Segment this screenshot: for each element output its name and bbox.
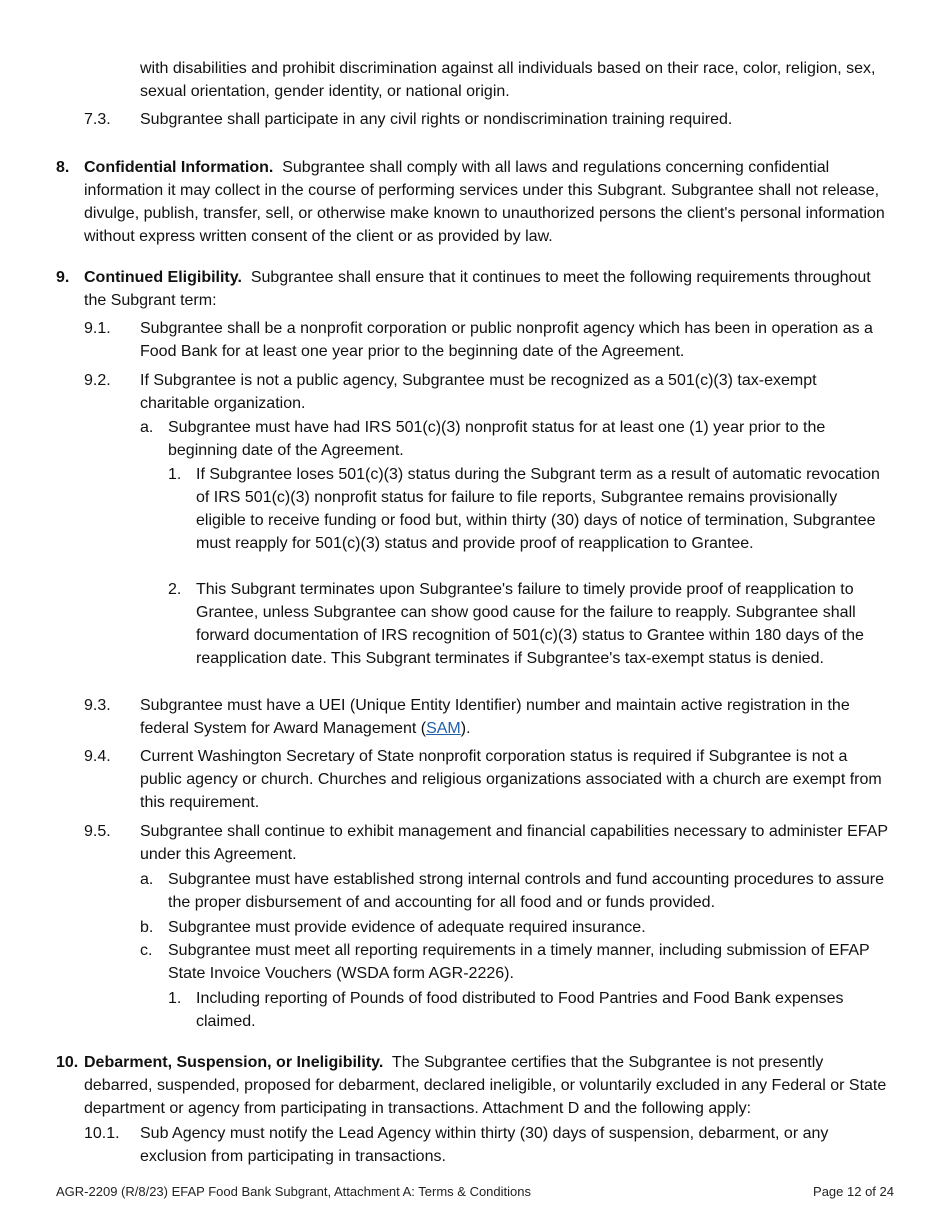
footer-page-number: Page 12 of 24 [813, 1184, 894, 1199]
section-9-4-text: Current Washington Secretary of State nonprofit corporation status is required if Subgrantee is not a public agency or church. Churches and religious organizations associated with a church are exempt from this requirement. [140, 748, 882, 811]
item-9-2-a-2-text: This Subgrant terminates upon Subgrantee's failure to timely provide proof of reapplication to Grantee, unless Subgrantee can show good cause for the failure to reapply. Subgrantee shall forward documentation of IRS recognition of 501(c)(3) status to Grantee within 180 days of the reapplication date. This Subgrant terminates if Subgrantee's tax-exempt status is denied. [196, 581, 864, 667]
section-9-1-number: 9.1. [84, 320, 111, 337]
item-9-5-c-marker: c. [140, 942, 153, 959]
item-9-5-b-text: Subgrantee must provide evidence of adequate required insurance. [168, 919, 646, 936]
section-10-heading: Debarment, Suspension, or Ineligibility. [84, 1054, 384, 1071]
section-9-1-text: Subgrantee shall be a nonprofit corporation or public nonprofit agency which has been in operation as a Food Bank for at least one year prior to the beginning date of the Agreement. [140, 320, 873, 360]
section-8-text: Subgrantee shall comply with all laws and regulations concerning confidential information it may collect in the course of performing services under this Subgrant. Subgrantee shall not release, divulge, publish, transfer, sell, or otherwise make known to unauthorized persons the client's personal information without express written consent of the client or as provided by law. [84, 159, 885, 245]
item-9-5-a-text: Subgrantee must have established strong internal controls and fund accounting procedures to assure the proper disbursement of and accounting for all food and or funds provided. [168, 871, 884, 911]
section-9-5-number: 9.5. [84, 823, 111, 840]
item-9-2-a-marker: a. [140, 419, 154, 436]
item-9-5-c-1-text: Including reporting of Pounds of food distributed to Food Pantries and Food Bank expenses claimed. [196, 990, 844, 1030]
section-10-number: 10. [56, 1054, 79, 1071]
section-9-text: Subgrantee shall ensure that it continues to meet the following requirements throughout the Subgrant term: [84, 269, 871, 309]
section-10-paragraph [84, 1051, 892, 1120]
section-9-paragraph [84, 266, 894, 312]
item-9-2-a-1-text: If Subgrantee loses 501(c)(3) status during the Subgrant term as a result of automatic revocation of IRS 501(c)(3) nonprofit status for failure to file reports, Subgrantee remains provisionally eligible to receive funding or food but, within thirty (30) days of notice of termination, Subgrantee must reapply for 501(c)(3) status and provide proof of reapplication to Grantee. [196, 466, 880, 552]
section-9-number: 9. [56, 269, 70, 286]
section-10-1-number: 10.1. [84, 1125, 120, 1142]
section-9-3-number: 9.3. [84, 697, 111, 714]
section-10-1-text: Sub Agency must notify the Lead Agency within thirty (30) days of suspension, debarment, or any exclusion from participating in transactions. [140, 1125, 829, 1165]
section-10-text: The Subgrantee certifies that the Subgrantee is not presently debarred, suspended, proposed for debarment, declared ineligible, or voluntarily excluded in any Federal or State department or agency from participating in transactions. Attachment D and the following apply: [84, 1054, 887, 1117]
section-8-heading: Confidential Information. [84, 159, 274, 176]
section-7-3-text: Subgrantee shall participate in any civil rights or nondiscrimination training required. [140, 111, 733, 128]
section-9-4-number: 9.4. [84, 748, 111, 765]
section-9-3-text-post: ). [460, 720, 471, 737]
sam-link[interactable]: SAM [426, 720, 461, 737]
item-9-2-a-text: Subgrantee must have had IRS 501(c)(3) nonprofit status for at least one (1) year prior to the beginning date of the Agreement. [168, 419, 826, 459]
section-9-5-text: Subgrantee shall continue to exhibit management and financial capabilities necessary to administer EFAP under this Agreement. [140, 823, 888, 863]
section-9-3-text-pre: Subgrantee must have a UEI (Unique Entity Identifier) number and maintain active registration in the federal System for Award Management ( [140, 697, 850, 737]
section-9-heading: Continued Eligibility. [84, 269, 242, 286]
section-7-3-number: 7.3. [84, 111, 111, 128]
item-9-5-a-marker: a. [140, 871, 154, 888]
footer-document-id: AGR-2209 (R/8/23) EFAP Food Bank Subgrant, Attachment A: Terms & Conditions [56, 1184, 531, 1199]
item-9-2-a-1-marker: 1. [168, 466, 182, 483]
item-9-5-b-marker: b. [140, 919, 154, 936]
section-8-paragraph [84, 156, 894, 248]
item-9-2-a-2-marker: 2. [168, 581, 182, 598]
section-9-2-text: If Subgrantee is not a public agency, Subgrantee must be recognized as a 501(c)(3) tax-exempt charitable organization. [140, 372, 817, 412]
paragraph-7-2-continued: with disabilities and prohibit discrimination against all individuals based on their race, color, religion, sex, sexual orientation, gender identity, or national origin. [140, 60, 876, 100]
section-8-number: 8. [56, 159, 70, 176]
item-9-5-c-text: Subgrantee must meet all reporting requirements in a timely manner, including submission of EFAP State Invoice Vouchers (WSDA form AGR-2226). [168, 942, 870, 982]
item-9-5-c-1-marker: 1. [168, 990, 182, 1007]
section-9-2-number: 9.2. [84, 372, 111, 389]
section-9-3-text [140, 694, 885, 740]
